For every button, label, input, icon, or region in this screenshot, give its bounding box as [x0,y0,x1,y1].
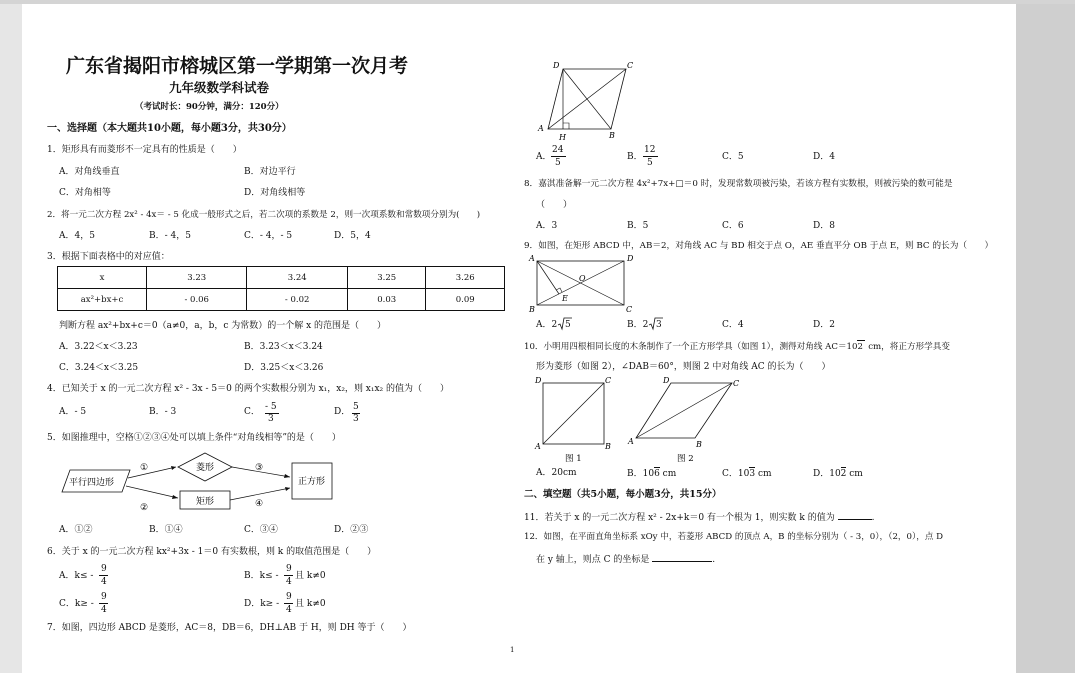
blank-marker-1: ① [140,463,149,473]
q7-option-a-label: A． [536,152,552,162]
table-cell: 0.03 [347,289,426,311]
q6-option-d-cond: 且 k≠0 [295,599,326,609]
q12-end: . [712,555,716,565]
q9-option-b-label: B．2 [627,320,649,330]
table-cell: 3.26 [426,267,505,289]
label-d: D [535,376,542,385]
q10-option-a: A．20cm [536,468,577,478]
q9-option-b-radicand: 3 [656,320,662,330]
q11-answer-blank[interactable] [838,510,872,520]
table-cell: 3.24 [247,267,347,289]
label-d: D [553,61,560,70]
label-c: C [627,61,634,70]
segment-ae [537,261,559,294]
q12-line2-text: 在 y 轴上，则点 C 的坐标是 [536,555,650,565]
arrowhead [172,495,178,499]
q3-option-b: B．3.23＜x＜3.24 [244,342,323,352]
q5-reasoning-diagram [52,450,352,520]
arrow-line [128,467,176,478]
q4-option-d-den: 3 [353,414,359,424]
table-cell: x [58,267,147,289]
label-h: H [559,133,566,142]
q6-option-d-label: D．k≥ - [244,599,280,609]
q8-option-c: C．6 [722,221,744,231]
diagram-rhombus-label: 菱形 [196,463,215,473]
label-a: A [529,254,535,263]
exam-subtitle: 九年级数学科试卷 [169,80,270,95]
diagram-square-label: 正方形 [298,477,326,487]
q7-option-c: C．5 [722,152,744,162]
q8-option-d: D．8 [813,221,835,231]
arrowhead [284,474,290,478]
label-e: E [562,294,568,303]
q4-option-a: A．- 5 [59,407,87,417]
q12-answer-blank[interactable] [652,552,712,562]
q5-stem: 5．如图推理中，空格①②③④处可以填上条件“对角线相等”的是（ ） [47,433,341,443]
q11-text: 11．若关于 x 的一元二次方程 x² - 2x+k＝0 有一个根为 1，则实数 k 的值为 [524,513,835,523]
q7-option-d: D．4 [813,152,835,162]
section1-heading: 一、选择题（本大题共10小题，每小题3分，共30分） [47,123,292,134]
q8-paren: （ ） [536,200,573,210]
q8-option-b: B．5 [627,221,649,231]
q9-option-a-radicand: 5 [565,320,571,330]
q6-option-d-num: 9 [286,592,292,602]
q2-option-a: A．4，5 [59,231,95,241]
label-b: B [529,305,535,314]
diagram-start-label: 平行四边形 [69,478,115,488]
label-c: C [626,305,633,314]
table-cell: - 0.02 [247,289,347,311]
q6-option-b-cond: 且 k≠0 [295,571,326,581]
q3-value-table [57,266,505,311]
q6-option-c-num: 9 [101,592,107,602]
q6-option-b-label: B．k≤ - [244,571,279,581]
q10-line1 [524,340,950,353]
fig2-caption: 图 2 [677,454,694,464]
q10-option-c-unit: cm [755,469,772,479]
q2-option-c: C．- 4，- 5 [244,231,293,241]
q4-option-b: B．- 3 [149,407,177,417]
page-number: 1 [510,646,515,654]
q10-line1-radicand: 2 [857,340,865,353]
q7-option-b-label: B． [627,152,643,162]
q10-line1-part-b: cm，将正方形学具变 [865,342,950,352]
viewer-left-gutter [0,4,22,673]
q4-option-c-den: 3 [268,414,274,424]
q7-option-a-den: 5 [555,158,561,168]
q10-option-d-radicand: 2 [840,469,847,479]
q7-option-a-num: 24 [552,145,564,155]
q3-option-a: A．3.22＜x＜3.23 [59,342,138,352]
q6-option-c-den: 4 [101,605,107,615]
q4-option-c-label: C． [244,407,260,417]
q6-stem: 6．关于 x 的一元二次方程 kx²+3x - 1＝0 有实数根，则 k 的取值范围是（ ） [47,547,377,557]
blank-marker-3: ③ [255,463,264,473]
q6-option-a-label: A．k≤ - [59,571,94,581]
q10-figure-1 [534,374,624,464]
q4-option-d-num: 5 [353,402,359,412]
arrowhead [171,466,176,470]
table-row [58,267,505,289]
arrow-line [126,486,178,498]
q5-option-c: C．③④ [244,525,278,535]
q10-option-d-unit: cm [846,469,863,479]
q4-option-c-num: - 5 [265,402,277,412]
table-cell: 0.09 [426,289,505,311]
q10-option-c-prefix: C．10 [722,469,750,479]
q10-option-b-radicand: 6 [654,469,660,479]
table-row [58,289,505,311]
q1-option-c: C．对角相等 [59,188,111,198]
q7-option-b-num: 12 [644,145,656,155]
q5-option-a: A．①② [59,525,93,535]
label-a: A [535,442,541,451]
q11-line [524,510,874,524]
q1-option-d: D．对角线相等 [244,188,306,198]
q12-line2 [536,552,715,566]
q10-line1-part-a: 10．小明用四根相同长度的木条制作了一个正方形学具（如图 1），测得对角线 AC＝10 [524,342,858,352]
label-d: D [627,254,634,263]
diagonal-ac [636,383,732,438]
label-d: D [663,376,670,385]
label-c: C [733,379,740,388]
q3-judge: 判断方程 ax²+bx+c＝0（a≠0，a，b，c 为常数）的一个解 x 的范围是（ ） [59,321,387,331]
label-b: B [605,442,611,451]
label-a: A [628,437,634,446]
q3-option-c: C．3.24＜x＜3.25 [59,363,139,373]
fig1-caption: 图 1 [565,454,582,464]
section2-heading: 二、填空题（共5小题，每小题3分，共15分） [524,489,722,500]
q1-option-b: B．对边平行 [244,167,296,177]
q10-line2: 形为菱形（如图 2），∠DAB＝60°，则图 2 中对角线 AC 的长为（ ） [536,362,831,372]
q7-stem: 7．如图，四边形 ABCD 是菱形，AC＝8，DB＝6，DH⊥AB 于 H，则 DH 等于（ ） [47,623,412,633]
q12-line1: 12．如图，在平面直角坐标系 xOy 中，若菱形 ABCD 的顶点 A，B 的坐标分别为（ - 3，0），（2，0），点 D [524,532,944,542]
q10-option-d [813,467,863,480]
q10-option-b [627,467,676,480]
q6-option-b-den: 4 [286,577,292,587]
q1-stem: 1．矩形具有而菱形不一定具有的性质是（ ） [47,145,242,155]
q9-rectangle-figure [528,252,638,314]
q7-rhombus-figure [531,60,641,145]
table-cell: - 0.06 [147,289,247,311]
q9-option-d: D．2 [813,320,835,330]
table-cell: ax²+bx+c [58,289,147,311]
q7-option-b-den: 5 [647,158,653,168]
q5-option-d: D．②③ [334,525,369,535]
q3-option-d: D．3.25＜x＜3.26 [244,363,324,373]
q6-option-c-label: C．k≥ - [59,599,94,609]
q8-option-a: A．3 [536,221,558,231]
q1-option-a: A．对角线垂直 [59,167,120,177]
q4-stem: 4．已知关于 x 的一元二次方程 x² - 3x - 5＝0 的两个实数根分别为 x₁，x₂，则 x₁x₂ 的值为（ ） [47,384,450,394]
blank-marker-4: ④ [255,499,264,509]
q9-option-c: C．4 [722,320,744,330]
label-a: A [538,124,544,133]
q10-option-c [722,467,772,480]
q10-option-d-prefix: D．10 [813,469,841,479]
q10-option-b-prefix: B．10 [627,469,655,479]
q2-option-d: D．5，4 [334,231,371,241]
label-o: O [579,274,586,283]
q9-stem: 9．如图，在矩形 ABCD 中，AB＝2，对角线 AC 与 BD 相交于点 O，AE 垂直平分 OB 于点 E，则 BC 的长为（ ） [524,241,994,251]
table-cell: 3.23 [147,267,247,289]
q6-option-a-den: 4 [101,577,107,587]
q11-end: . [871,513,875,523]
blank-marker-2: ② [140,503,149,513]
q4-option-d-label: D． [334,407,351,417]
exam-info: （考试时长：90分钟，满分：120分） [135,102,284,112]
document-page [22,4,1016,673]
q10-figure-2 [627,374,747,464]
q2-option-b: B．- 4，5 [149,231,191,241]
arrowhead [285,487,290,491]
q9-option-a-label: A．2 [536,320,558,330]
diagonal-ac [543,383,604,444]
q5-option-b: B．①④ [149,525,183,535]
right-angle-mark [563,123,569,129]
diagram-rectangle-label: 矩形 [196,497,215,507]
q10-option-c-radicand: 3 [749,469,756,479]
diagonal-db [563,69,611,129]
label-c: C [605,376,612,385]
table-cell: 3.25 [347,267,426,289]
q6-option-a-num: 9 [101,564,107,574]
q6-option-b-num: 9 [286,564,292,574]
q10-option-b-unit: cm [659,469,677,479]
exam-title: 广东省揭阳市榕城区第一学期第一次月考 [66,55,409,77]
q8-stem: 8．嘉淇准备解一元二次方程 4x²+7x+□＝0 时，发现常数项被污染，若该方程有实数根，则被污染的数可能是 [524,179,953,189]
q6-option-d-den: 4 [286,605,292,615]
q3-stem: 3．根据下面表格中的对应值： [47,252,170,262]
label-b: B [696,440,702,449]
label-b: B [609,131,615,140]
q2-stem: 2．将一元二次方程 2x² - 4x＝ - 5 化成一般形式之后，若二次项的系数是 2，则一次项系数和常数项分别为( ) [47,210,481,220]
viewer-right-scroll-area[interactable] [1016,4,1075,673]
